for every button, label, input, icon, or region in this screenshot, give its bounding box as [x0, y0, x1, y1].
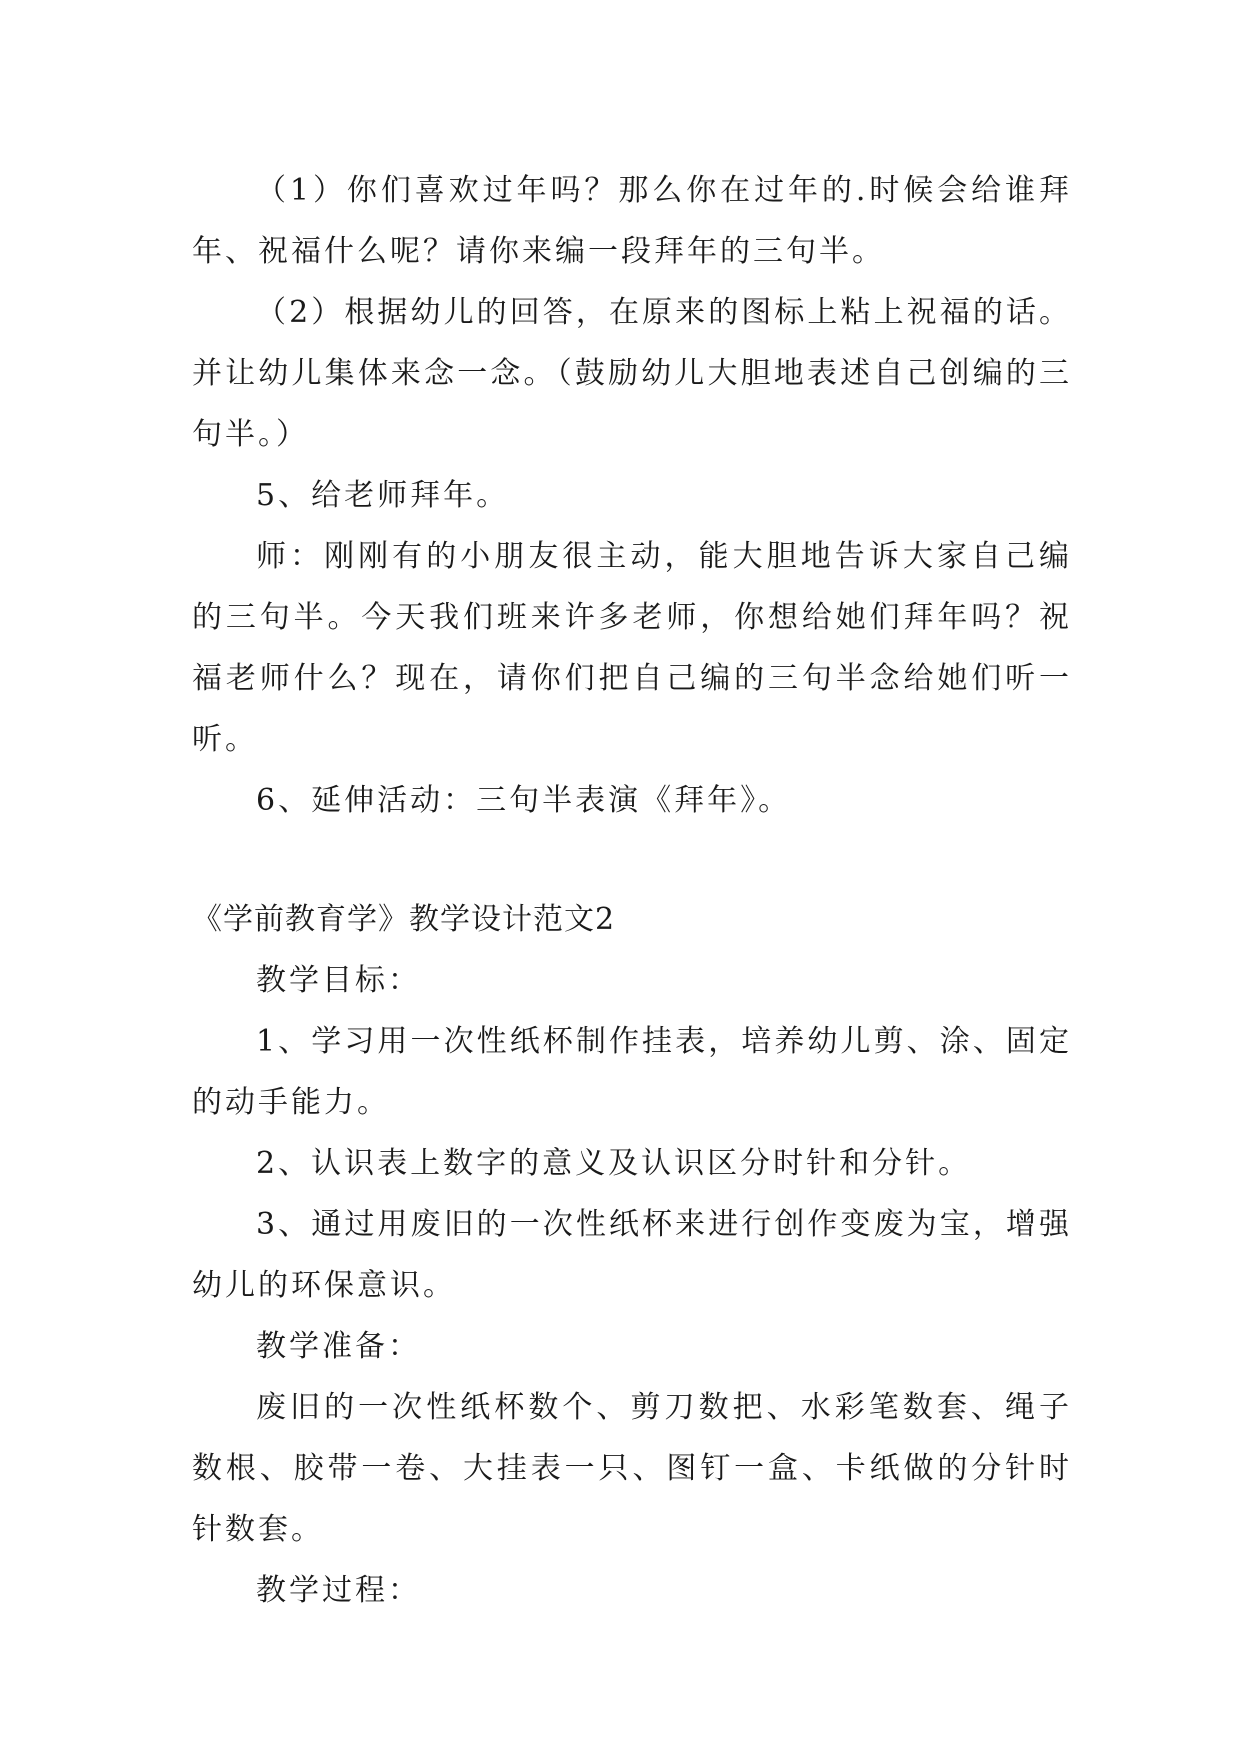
paragraph-question-1: （1）你们喜欢过年吗？那么你在过年的.时候会给谁拜年、祝福什么呢？请你来编一段拜年的三句半。 — [192, 173, 1072, 269]
document-body — [192, 160, 1072, 1621]
paragraph-goal-1: 1、学习用一次性纸杯制作挂表，培养幼儿剪、涂、固定的动手能力。 — [192, 1024, 1072, 1120]
section-title: 《学前教育学》教学设计范文2 — [192, 902, 616, 937]
paragraph-teaching-goals-label: 教学目标： — [256, 963, 421, 998]
paragraph-goal-3: 3、通过用废旧的一次性纸杯来进行创作变废为宝，增强幼儿的环保意识。 — [192, 1207, 1072, 1303]
paragraph-process-label: 教学过程： — [256, 1573, 421, 1608]
paragraph-teacher-speech: 师：刚刚有的小朋友很主动，能大胆地告诉大家自己编的三句半。今天我们班来许多老师，你想给她们拜年吗？祝福老师什么？现在，请你们把自己编的三句半念给她们听一听。 — [192, 539, 1072, 757]
paragraph-goal-2: 2、认识表上数字的意义及认识区分时针和分针。 — [256, 1146, 972, 1181]
paragraph-preparation-label: 教学准备： — [256, 1329, 421, 1364]
paragraph-step-5: 5、给老师拜年。 — [256, 478, 510, 513]
paragraph-preparation-materials: 废旧的一次性纸杯数个、剪刀数把、水彩笔数套、绳子数根、胶带一卷、大挂表一只、图钉一盒、卡纸做的分针时针数套。 — [192, 1390, 1072, 1547]
paragraph-step-6: 6、延伸活动：三句半表演《拜年》。 — [256, 783, 792, 818]
paragraph-question-2: （2）根据幼儿的回答，在原来的图标上粘上祝福的话。并让幼儿集体来念一念。（鼓励幼儿大胆地表述自己创编的三句半。） — [192, 295, 1072, 452]
